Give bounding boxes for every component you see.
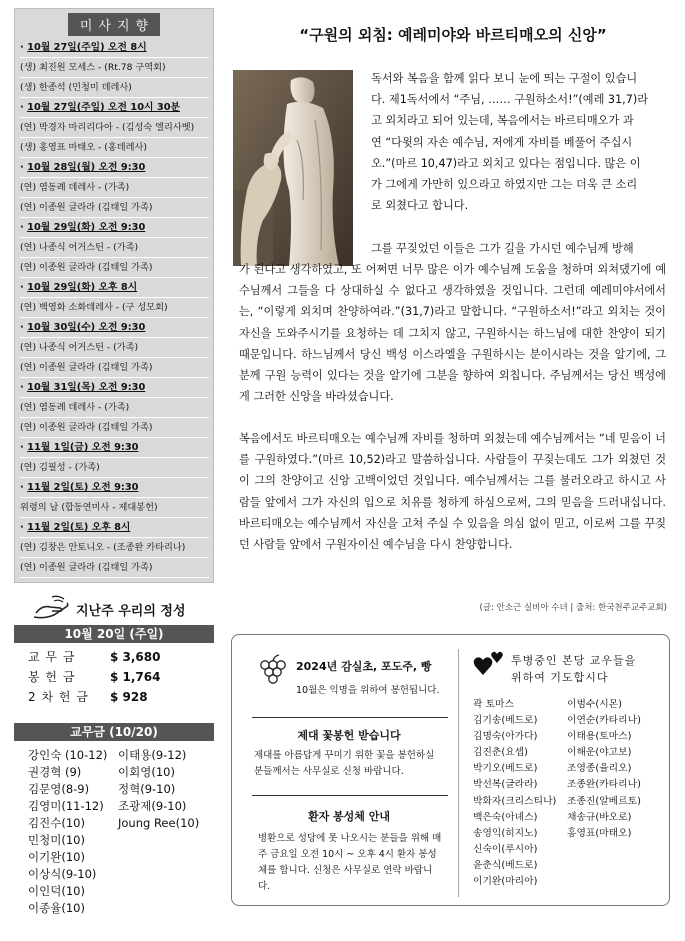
- notice-box: [231, 634, 670, 906]
- prayer-name: 이태용(토마스): [567, 731, 632, 743]
- prayer-name: 채송규(바오로): [567, 811, 632, 823]
- divider: [252, 795, 448, 796]
- gyomu-column: [28, 747, 107, 917]
- prayer-name: 김명숙(아가다): [473, 731, 538, 743]
- mass-intention-item: (연) 백영화 소화데레사 - (구 성모회): [20, 298, 209, 318]
- gyomu-name: 이인덕(10): [28, 884, 85, 898]
- left-column: [14, 8, 214, 941]
- mass-intentions-list: [15, 36, 213, 578]
- mass-date: 10월 28일(월) 오전 9:30: [27, 162, 146, 173]
- gyomu-list: [14, 741, 214, 941]
- gyomu-name: 이종율(10): [28, 901, 85, 915]
- mass-intention-item: (연) 이종원 글라라 (김태일 가족): [20, 558, 209, 578]
- prayer-name: 김진춘(요셉): [473, 747, 528, 759]
- gyomu-name: 강인숙 (10-12): [28, 748, 108, 762]
- bullet: ·: [20, 382, 28, 393]
- gyomu-name: 이회영(10): [118, 765, 175, 779]
- mass-intention-item: (연) 염동례 데레사 - (가족): [20, 178, 209, 198]
- gyomu-title-bar: 교무금 (10/20): [14, 723, 214, 741]
- offering-row: 봉 헌 금 $ 1,764: [28, 670, 161, 684]
- prayer-name: 김기송(베드로): [473, 715, 538, 727]
- mass-intention-item: (연) 나종식 어거스틴 - (가족): [20, 238, 209, 258]
- gyomu-name: 이상식(9-10): [28, 867, 97, 881]
- article-line: 가 그에게 가만히 있으라고 하였지만 그는 더욱 큰 소리: [371, 178, 638, 192]
- mass-date: 11월 1일(금) 오전 9:30: [27, 442, 139, 453]
- mass-date-heading: [20, 158, 209, 178]
- mass-intention-item: (생) 한종석 (민청미 데레사): [20, 78, 209, 98]
- prayer-name: 이해운(야고보): [567, 747, 632, 759]
- hearts-icon: [473, 649, 507, 677]
- prayer-name: 조종진(알베르토): [567, 795, 641, 807]
- prayer-names-column: [567, 697, 641, 842]
- article-line: 고 외치라고 되어 있는데, 복음에서는 바르티매오가 과: [371, 114, 634, 128]
- mass-intentions-title: 미사지향: [68, 13, 160, 36]
- notice-divider: [458, 649, 459, 897]
- mass-date-heading: [20, 478, 209, 498]
- article-line: 독서와 복음을 함께 읽다 보니 눈에 띄는 구절이 있습니: [371, 72, 638, 85]
- article-title: “구원의 외침: 예레미야와 바르티매오의 신앙”: [299, 26, 607, 44]
- divider: [252, 717, 448, 718]
- gyomu-name: 김진수(10): [28, 816, 85, 830]
- offering-title: 지난주 우리의 정성: [76, 604, 186, 619]
- mass-intention-item: (연) 김필성 - (가족): [20, 458, 209, 478]
- mass-intention-item: (생) 최진원 모세스 - (Rt.78 구역회): [20, 58, 209, 78]
- mass-intention-item: 위령의 날 (합동연미사 - 제대봉헌): [20, 498, 209, 518]
- prayer-name: 이기완(마리아): [473, 876, 538, 888]
- article-line: 연 “다윗의 자손 예수님, 저에게 자비를 베풀어 주십시: [371, 135, 633, 149]
- mass-date-heading: [20, 98, 209, 118]
- prayer-name: 박선복(글라라): [473, 779, 538, 791]
- mass-intention-item: (연) 김창은 안토니오 - (조종완 카타리나): [20, 538, 209, 558]
- prayer-name: 조종완(카타리나): [567, 779, 641, 791]
- offering-row: 2 차 헌 금 $ 928: [28, 690, 148, 704]
- prayer-name: 박기오(베드로): [473, 763, 538, 775]
- prayer-name: 곽 토마스: [473, 699, 514, 710]
- gyomu-name: 권경혁 (9): [28, 765, 82, 779]
- flower-body: 제대를 아름답게 꾸미기 위한 꽃을 봉헌하실 분들께서는 사무실로 신청 바랍니다.: [254, 750, 435, 777]
- mass-intention-item: (연) 이종원 글라라 (김태일 가족): [20, 418, 209, 438]
- prayer-title: 투병중인 본당 교우들을 위하여 기도합시다: [511, 654, 637, 684]
- flower-title: 제대 꽃봉헌 받습니다: [297, 729, 401, 742]
- mass-date: 11월 2일(토) 오후 8시: [27, 522, 131, 533]
- offering-table: [28, 647, 214, 707]
- thanks-subtitle: 10월은 익명을 위하여 봉헌됩니다.: [296, 685, 440, 696]
- bullet: ·: [20, 482, 28, 493]
- mass-intention-item: (연) 이종원 글라라 (김태일 가족): [20, 258, 209, 278]
- mass-date-heading: [20, 318, 209, 338]
- mass-date-heading: [20, 518, 209, 538]
- bullet: ·: [20, 162, 28, 173]
- prayer-name: 조영종(율리오): [567, 763, 632, 775]
- article-line: 오.”(마르 10,47)라고 외치고 있다는 점입니다. 많은 이: [371, 156, 641, 170]
- offering-hand-icon: [32, 593, 72, 621]
- bullet: ·: [20, 522, 28, 533]
- offering-date-bar: 10월 20일 (주일): [14, 625, 214, 643]
- mass-date: 10월 31일(목) 오전 9:30: [27, 382, 146, 393]
- gyomu-name: 이기완(10): [28, 850, 85, 864]
- mass-date: 10월 27일(주일) 오전 10시 30분: [27, 102, 180, 113]
- prayer-names-column: [473, 697, 556, 890]
- mass-date-heading: [20, 378, 209, 398]
- grapes-icon: [256, 653, 290, 689]
- article-paragraph-2: 가 된다고 생각하였고, 또 어쩌면 너무 많은 이가 예수님께 도움을 청하며 외쳐댔기에 예수님께서 그들을 다 상대하실 수 없다고 생각하였을 것입니다. 그런데 예레미야서에서는, “이렇게 외치며 찬양하여라.”(31,7)라고 말합니다. “구원하소서!”라고 외치는 것이 자신을 도와주시기를 요청하는 데 그치지 않고, 구원하시는 하느님에 대한 찬양이 되기 때문입니다. 하느님께서 당신 백성 이스라엘을 구원하시는 분이시라는 것을 알기에, 그분께 구원 능력이 있다는 것을 알기에 그분을 향하여 외칩니다. 주님께서는 당신 백성에게 그러한 신앙을 바라셨습니다.: [239, 263, 666, 404]
- thanks-title: 2024년 감실초, 포도주, 빵: [296, 660, 432, 673]
- bullet: ·: [20, 282, 28, 293]
- mass-date: 10월 30일(수) 오전 9:30: [27, 322, 146, 333]
- mass-intentions-box: [14, 8, 214, 583]
- mass-date-heading: [20, 218, 209, 238]
- mass-intention-item: (연) 이종원 글라라 (김태일 가족): [20, 358, 209, 378]
- mass-intention-item: (생) 홍영표 마태오 - (홍데레사): [20, 138, 209, 158]
- sick-communion-title: 환자 봉성체 안내: [307, 810, 391, 823]
- prayer-name: 백은숙(아녜스): [473, 811, 538, 823]
- mass-date: 10월 29일(화) 오후 8시: [27, 282, 138, 293]
- prayer-name: 윤춘식(베드로): [473, 859, 538, 871]
- prayer-name: 이범수(시몬): [567, 699, 622, 710]
- gyomu-name: 정혁(9-10): [118, 782, 176, 796]
- gyomu-column: [118, 747, 199, 832]
- mass-intention-item: (연) 염동례 데레사 - (가족): [20, 398, 209, 418]
- sick-communion-body: 병환으로 성당에 못 나오시는 분들을 위해 매주 금요일 오전 10시 ~ 오후 4시 환자 봉성체를 합니다. 신청은 사무실로 연락 바랍니다.: [258, 833, 442, 892]
- gyomu-name: Joung Ree(10): [118, 816, 200, 830]
- mass-date-heading: [20, 278, 209, 298]
- article-paragraph-1: [371, 68, 666, 216]
- jesus-healing-statue-image: [233, 70, 353, 266]
- bullet: ·: [20, 322, 28, 333]
- offering-row: 교 무 금 $ 3,680: [28, 650, 161, 664]
- prayer-name: 이연순(카타리나): [567, 715, 641, 727]
- bullet: ·: [20, 442, 28, 453]
- gyomu-name: 조광제(9-10): [118, 799, 187, 813]
- mass-date: 11월 2일(토) 오전 9:30: [27, 482, 139, 493]
- mass-date-heading: [20, 438, 209, 458]
- gyomu-name: 김영미(11-12): [28, 799, 104, 813]
- mass-intention-item: (연) 나종식 어거스틴 - (가족): [20, 338, 209, 358]
- article-line: 로 외쳤다고 합니다.: [371, 199, 469, 213]
- gyomu-name: 이태용(9-12): [118, 748, 187, 762]
- mass-intention-item: (연) 이종원 글라라 (김태일 가족): [20, 198, 209, 218]
- mass-date-heading: [20, 38, 209, 58]
- mass-date: 10월 27일(주일) 오전 8시: [27, 42, 147, 53]
- article-line: 다. 제1독서에서 “주님, …… 구원하소서!”(예레 31,7)라: [371, 93, 649, 107]
- article-paragraph-3: 복음에서도 바르티매오는 예수님께 자비를 청하며 외쳤는데 예수님께서는 “네 믿음이 너를 구원하였다.”(마르 10,52)라고 말씀하십니다. 사람들이 꾸짖는데도 그가 외쳤던 것이 그의 찬양이고 신앙 고백이었던 것입니다. 예수님께서는 그를 불러오라고 하시고 사람들 앞에서 그가 자신의 입으로 치유를 청하게 하심으로써, 그의 믿음을 드러내십니다. 바르티매오는 예수님께서 자신을 고쳐 주실 수 있음을 의심 없이 믿고, 이로써 그를 꾸짖던 사람들 앞에서 구원자이신 예수님을 다시 찬양합니다.: [239, 432, 666, 552]
- bullet: ·: [20, 222, 28, 233]
- gyomu-name: 김문영(8-9): [28, 782, 90, 796]
- bullet: ·: [20, 102, 28, 113]
- mass-date: 10월 29일(화) 오전 9:30: [27, 222, 146, 233]
- article-paragraph-2-head: 그를 꾸짖었던 이들은 그가 길을 가시던 예수님께 방해: [371, 242, 634, 255]
- prayer-name: 신숙이(루시아): [473, 843, 538, 855]
- gyomu-name: 민청미(10): [28, 833, 85, 847]
- prayer-name: 송영익(히지노): [473, 827, 538, 839]
- offering-header: [14, 591, 214, 625]
- prayer-name: 박화자(크리스티나): [473, 795, 557, 807]
- prayer-name: 홍영표(마태오): [567, 827, 632, 839]
- article-source: (글: 안소근 실비아 수녀 | 출처: 한국천주교주교회): [479, 603, 667, 613]
- mass-intention-item: (연) 박경자 마리리다아 - (김성숙 엘리사벳): [20, 118, 209, 138]
- bullet: ·: [20, 42, 28, 53]
